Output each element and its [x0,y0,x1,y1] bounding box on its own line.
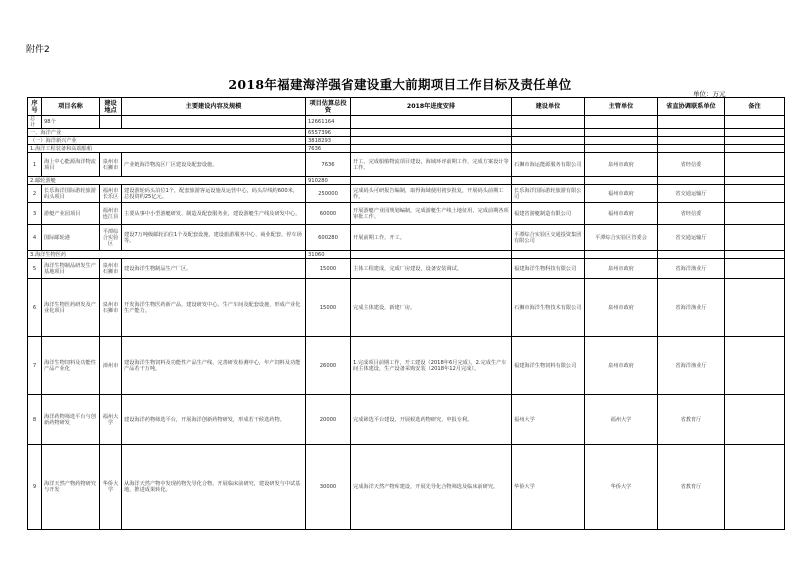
row-invest: 60000 [306,203,351,225]
row-invest: 15000 [306,259,351,279]
row-seq: 5 [28,259,42,279]
page-title: 2018年福建海洋强省建设重大前期项目工作目标及责任单位 [228,77,572,92]
row-name: 国际邮轮港 [42,225,100,251]
subsection-label: （一）海洋新兴产业 [28,137,306,145]
row-invest: 20000 [306,395,351,445]
table-row [28,395,785,445]
row-coord: 省海洋渔业厅 [658,337,725,395]
row-loc: 漳州市 [100,337,122,395]
row-owner: 平潭综合实验区管委会 [585,225,658,251]
row-note [725,225,785,251]
row-loc: 福州市长乐区 [100,185,122,203]
table-row [28,185,785,203]
table-row [28,225,785,251]
row-loc: 泉州市石狮市 [100,153,122,177]
header-seq: 序号 [28,98,42,116]
row-builder: 长乐海洋国际游轮旅游有限公司 [512,185,585,203]
row-note [725,203,785,225]
row-builder: 石狮市海洋生物技术有限公司 [512,279,585,337]
row-coord: 省经信委 [658,153,725,177]
row-coord: 省经信委 [658,203,725,225]
row-seq: 9 [28,445,42,530]
header-owner: 主管单位 [585,98,658,116]
row-owner: 泉州市政府 [585,337,658,395]
row-coord: 省交通运输厅 [658,185,725,203]
row-invest: 600280 [306,225,351,251]
row-seq: 2 [28,185,42,203]
row-name: 海洋生物饲料及功能性产品产业化 [42,337,100,395]
row-invest: 15000 [306,279,351,337]
table-row [28,445,785,530]
row-content: 建设海洋生物制品生产厂区。 [122,259,306,279]
row-note [725,395,785,445]
row-content: 主要从事中小型游艇研发、制造及配套服务业，建设游艇生产线及研发中心。 [122,203,306,225]
row-name: 海上中心能源海洋物流项目 [42,153,100,177]
row-note [725,185,785,203]
total-row [28,116,785,129]
row-name: 长乐海洋国际游轮旅游码头项目 [42,185,100,203]
table-header-row [28,98,785,116]
project-table [27,97,785,530]
group-row [28,251,785,259]
row-owner: 福州大学 [585,395,658,445]
section-row [28,129,785,137]
row-loc: 华侨大学 [100,445,122,530]
row-loc: 泉州市石狮市 [100,259,122,279]
row-coord: 省海洋渔业厅 [658,259,725,279]
section-label: 一、海洋产业 [28,129,306,137]
subsection-invest: 3818293 [306,137,351,145]
row-name: 海洋药物筛选平台与创新药物研发 [42,395,100,445]
row-builder: 福建海洋生物科技有限公司 [512,259,585,279]
row-name: 游艇产业园项目 [42,203,100,225]
row-coord: 省教育厅 [658,445,725,530]
group-label: 2.邮轮游艇 [28,177,306,185]
row-builder: 华侨大学 [512,445,585,530]
row-loc: 平潭综合实验区 [100,225,122,251]
unit-label: 单位：万元 [693,90,726,98]
row-seq: 6 [28,279,42,337]
table-row [28,259,785,279]
header-coord: 省直协调联系单位 [658,98,725,116]
row-builder: 平潭综合实验区交通投资集团有限公司 [512,225,585,251]
row-plan: 1.完成项目前期工作，开工建设（2018年6月完成）。2.完成生产车间主体建设，生产设备采购安装（2018年12月完成）。 [351,337,512,395]
row-content: 从海洋天然产物中发现药物先导化合物，开展临床前研究，建设研发与中试基地，推进成果转化。 [122,445,306,530]
row-plan: 完成主体建设，新建厂房。 [351,279,512,337]
row-coord: 省海洋渔业厅 [658,279,725,337]
header-invest: 项目估算总投资 [306,98,351,116]
row-owner: 泉州市政府 [585,259,658,279]
row-builder: 福建海洋生物饲料有限公司 [512,337,585,395]
row-coord: 省交通运输厅 [658,225,725,251]
group-invest: 910280 [306,177,351,185]
row-plan: 开展游艇产业园规划编制，完成游艇生产线土地征用，完成前期各项审批工作。 [351,203,512,225]
row-owner: 泉州市政府 [585,153,658,177]
group-label: 3.海洋生物医药 [28,251,306,259]
row-invest: 7636 [306,153,351,177]
row-content: 建设7万吨级邮轮泊位1个及配套设施，建设旅游服务中心、商业配套、停车场等。 [122,225,306,251]
row-seq: 8 [28,395,42,445]
row-note [725,153,785,177]
row-note [725,337,785,395]
row-plan: 完成筛选平台建设，开展候选药物研究，申报专利。 [351,395,512,445]
row-seq: 7 [28,337,42,395]
row-plan: 开工，完成船舶物流项目建设，海域环评前期工作，完成方案设计等工作。 [351,153,512,177]
row-seq: 4 [28,225,42,251]
row-invest: 26000 [306,337,351,395]
row-owner: 泉州市政府 [585,279,658,337]
header-note: 备注 [725,98,785,116]
row-builder: 福建省游艇制造有限公司 [512,203,585,225]
group-row [28,177,785,185]
row-invest: 250000 [306,185,351,203]
section-invest: 6557396 [306,129,351,137]
row-builder: 石狮市海运能源服务有限公司 [512,153,585,177]
header-builder: 建设单位 [512,98,585,116]
row-note [725,445,785,530]
row-plan: 主体工程建成，完成厂房建设，设备安装调试。 [351,259,512,279]
header-content: 主要建设内容及规模 [122,98,306,116]
table-row [28,279,785,337]
row-content: 开发海洋生物医药新产品，建设研发中心、生产车间及配套设施，形成产业化生产能力。 [122,279,306,337]
row-name: 海洋生物制品研发生产基地项目 [42,259,100,279]
row-loc: 泉州市石狮市 [100,279,122,337]
row-seq: 3 [28,203,42,225]
row-plan: 完成码头可研报告编制，取得海域使用初步批复，开展码头前期工作。 [351,185,512,203]
row-plan: 开展前期工作，开工。 [351,225,512,251]
row-name: 海洋天然产物药物研究与开发 [42,445,100,530]
row-owner: 福州市政府 [585,185,658,203]
header-plan: 2018年进度安排 [351,98,512,116]
total-label: 总计 [28,116,42,129]
total-count: 98个 [42,116,100,129]
header-name: 项目名称 [42,98,100,116]
row-seq: 1 [28,153,42,177]
attachment-label: 附件2 [26,45,50,55]
row-builder: 福州大学 [512,395,585,445]
table-row [28,153,785,177]
row-owner: 福州市政府 [585,203,658,225]
row-content: 建设海洋药物筛选平台，开展海洋创新药物研发，形成若干候选药物。 [122,395,306,445]
row-note [725,259,785,279]
row-invest: 30000 [306,445,351,530]
row-note [725,279,785,337]
total-invest: 12661164 [306,116,351,129]
row-content: 建设游轮码头泊位1个，配套旅游客运设施及运营中心，码头岸线约600米，总投资约25亿元。 [122,185,306,203]
group-invest: 7636 [306,145,351,153]
row-coord: 省教育厅 [658,395,725,445]
row-content: 建设海洋生物饲料及功能性产品生产线，完善研发检测中心，年产饲料及功能产品若干万吨。 [122,337,306,395]
group-row [28,145,785,153]
header-loc: 建设地点 [100,98,122,116]
row-owner: 华侨大学 [585,445,658,530]
row-plan: 完成海洋天然产物库建设，开展先导化合物筛选及临床前研究。 [351,445,512,530]
table-row [28,203,785,225]
row-loc: 福州市连江县 [100,203,122,225]
group-invest: 31060 [306,251,351,259]
row-loc: 福州大学 [100,395,122,445]
group-label: 1.海洋工程装备和高端船舶 [28,145,306,153]
row-name: 海洋生物医药研发及产业化项目 [42,279,100,337]
row-content: 产业链海洋物流区厂区建设及配套设施。 [122,153,306,177]
subsection-row [28,137,785,145]
table-row [28,337,785,395]
